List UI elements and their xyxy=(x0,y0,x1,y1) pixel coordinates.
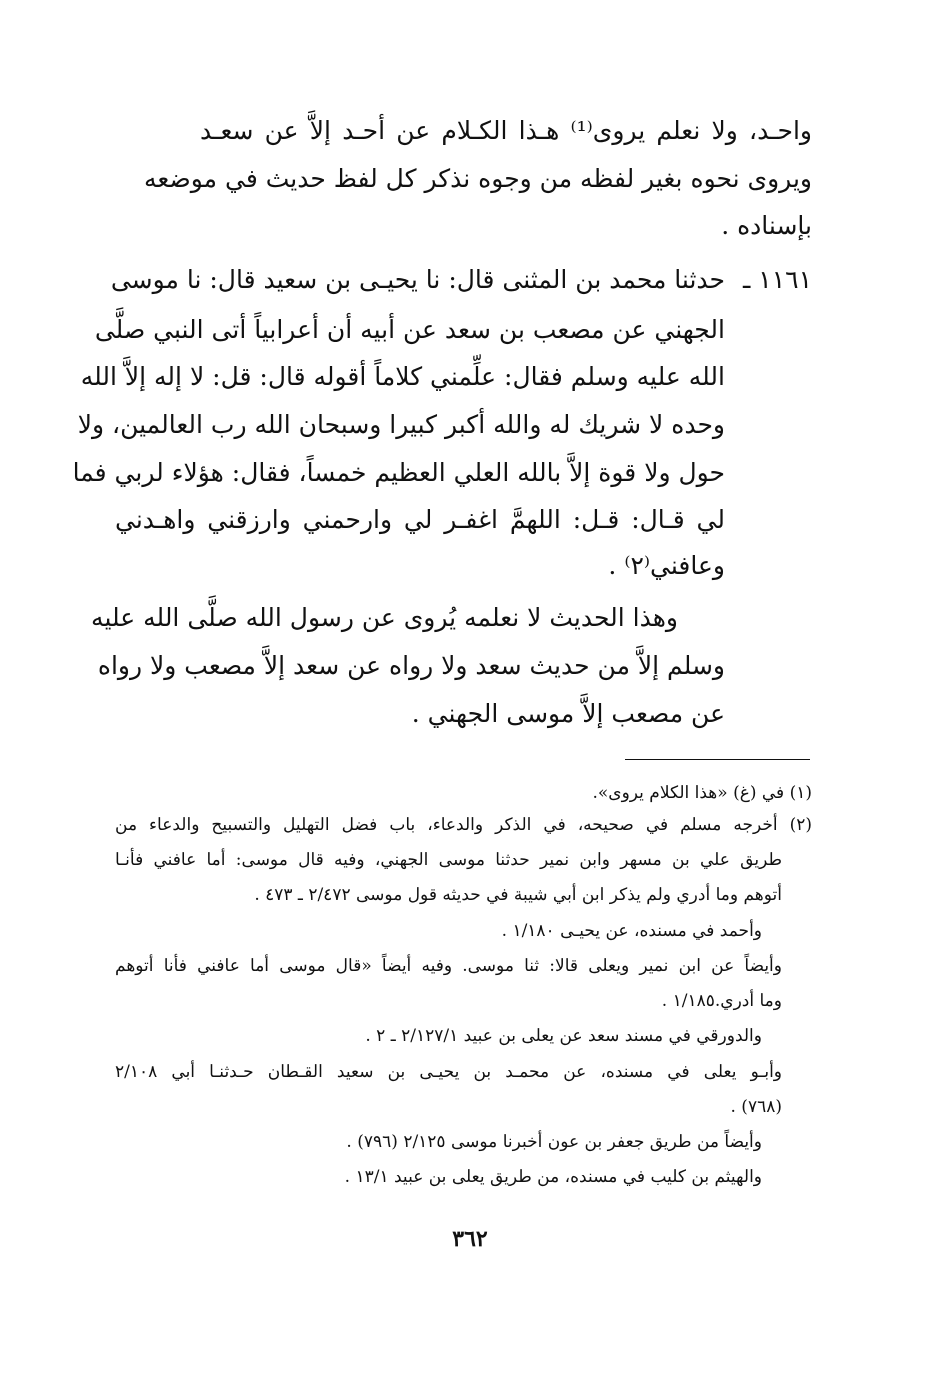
footnote-2-line-4: وأحمد في مسنده، عن يحيـى ١/١٨٠ . xyxy=(501,921,762,941)
paragraph2-line-1: وهذا الحديث لا نعلمه يُروى عن رسول الله صلَّى الله عليه xyxy=(91,603,678,632)
paragraph1-line-2: ويروى نحوه بغير لفظه من وجوه نذكر كل لفظ حديث في موضعه xyxy=(144,164,812,193)
footnote-divider xyxy=(625,759,810,760)
footnote-2-line-6: وما أدري.١/١٨٥ . xyxy=(661,991,782,1011)
paragraph1-line-3: بإسناده . xyxy=(721,211,812,240)
hadith-line-5: حول ولا قوة إلاَّ بالله العلي العظيم خمساً، فقال: هؤلاء لربي فما xyxy=(72,458,725,487)
footnote-1: (١) في (غ) «هذا الكلام يروى». xyxy=(592,783,812,803)
paragraph1-line-1: واحـد، ولا نعلم يروى⁽¹⁾ هـذا الكـلام عن أحـد إلاَّ عن سعـد xyxy=(200,116,812,145)
hadith-line-3: الله عليه وسلم فقال: علِّمني كلاماً أقوله قال: قل: لا إله إلاَّ الله xyxy=(80,362,725,391)
hadith-line-2: الجهني عن مصعب بن سعد عن أبيه أن أعرابياً أتى النبي صلَّى xyxy=(94,315,725,344)
hadith-line-1: حدثنا محمد بن المثنى قال: نا يحيـى بن سعيد قال: نا موسى xyxy=(110,265,725,294)
footnote-2-line-8: وأبـو يعلى في مسنده، عن محمـد بن يحيـى بن سعيد القـطان حـدثنـا أبي ٢/١٠٨ xyxy=(115,1062,782,1082)
footnote-2-line-9: (٧٦٨) . xyxy=(730,1097,782,1117)
hadith-line-4: وحده لا شريك له والله أكبر كبيرا وسبحان الله رب العالمين، ولا xyxy=(77,410,725,439)
footnote-2-line-3: أتوهم وما أدري ولم يذكر ابن أبي شيبة في حديثه قول موسى ٢/٤٧٢ ـ ٤٧٣ . xyxy=(254,885,782,905)
footnote-2-line-11: والهيثم بن كليب في مسنده، من طريق يعلى بن عبيد ١٣/١ . xyxy=(344,1167,762,1187)
hadith-number: ١١٦١ ـ xyxy=(743,265,812,294)
page-number: ٣٦٢ xyxy=(452,1226,488,1252)
footnote-2-line-2: طريق علي بن مسهر وابن نمير حدثنا موسى الجهني، وفيه قال موسى: أما عافني فأنـا xyxy=(115,850,782,870)
footnote-2-line-7: والدورقي في مسند سعد عن يعلى بن عبيد ٢/١٢٧/١ ـ ٢ . xyxy=(365,1026,762,1046)
paragraph2-line-2: وسلم إلاَّ من حديث سعد ولا رواه عن سعد إلاَّ مصعب ولا رواه xyxy=(97,651,725,680)
footnote-2-line-1: (٢) أخرجه مسلم في صحيحه، في الذكر والدعاء، باب فضل التهليل والتسبيح والدعاء من xyxy=(115,815,812,835)
footnote-2-line-5: وأيضاً عن ابن نمير ويعلى قالا: ثنا موسى. وفيه أيضاً «قال موسى أما عافني فأنا أتوهم xyxy=(115,956,782,976)
hadith-line-7: وعافني⁽٢⁾ . xyxy=(608,551,725,580)
hadith-line-6: لي قـال: قـل: اللهمَّ اغفـر لي وارحمني وارزقني واهـدني xyxy=(115,505,725,534)
footnote-2-line-10: وأيضاً من طريق جعفر بن عون أخبرنا موسى ٢/١٢٥ (٧٩٦) . xyxy=(346,1132,762,1152)
paragraph2-line-3: عن مصعب إلاَّ موسى الجهني . xyxy=(411,699,725,728)
